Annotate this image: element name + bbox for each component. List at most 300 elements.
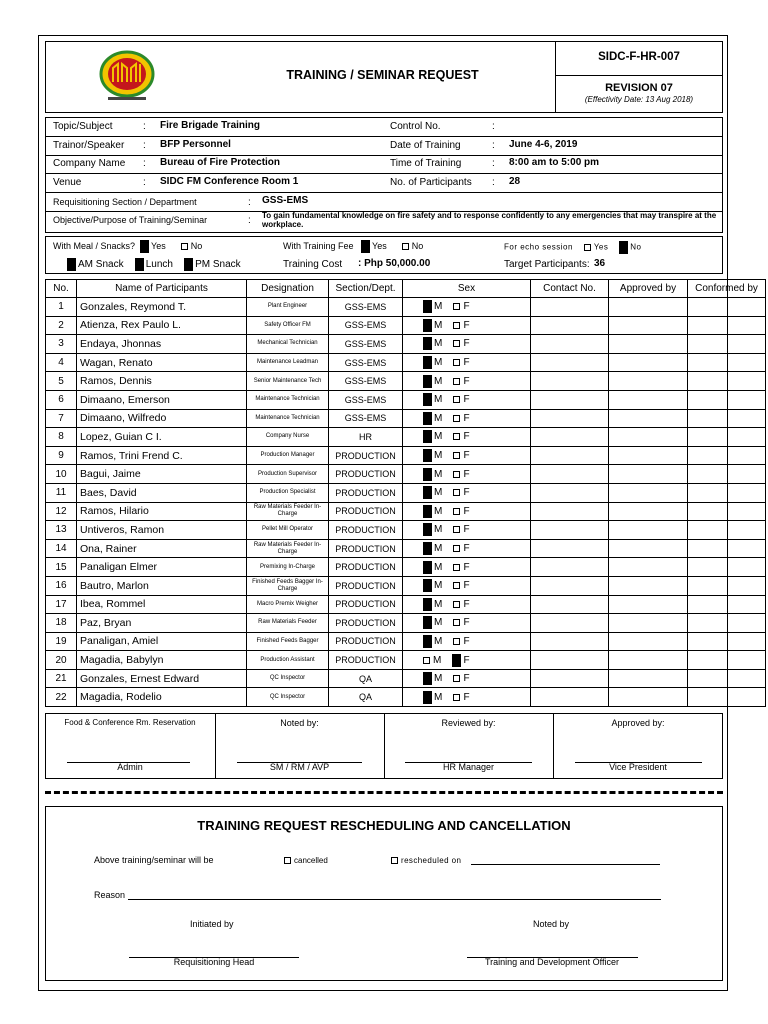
row-number: 19 [46, 632, 77, 651]
meal-yes-checkbox[interactable] [140, 240, 149, 253]
table-row [46, 483, 766, 502]
sex-m-checkbox[interactable] [423, 691, 432, 704]
approved-cell[interactable] [609, 539, 688, 558]
participant-sex: M F [403, 558, 531, 577]
contact-cell[interactable] [531, 576, 609, 595]
table-row [46, 428, 766, 447]
row-number: 4 [46, 353, 77, 372]
participant-designation: Production Supervisor [247, 465, 329, 484]
participant-name: Lopez, Guian C I. [77, 428, 247, 447]
meal-no-checkbox[interactable] [181, 243, 188, 250]
approved-cell[interactable] [609, 614, 688, 633]
participant-sex: M F [403, 409, 531, 428]
sex-f-checkbox[interactable] [453, 489, 460, 496]
participant-sex: M F [403, 502, 531, 521]
conformed-cell[interactable] [688, 651, 766, 670]
contact-cell[interactable] [531, 335, 609, 354]
contact-cell[interactable] [531, 298, 609, 317]
conformed-cell[interactable] [688, 502, 766, 521]
participant-name: Ona, Rainer [77, 539, 247, 558]
snack-options: AM Snack Lunch PM Snack [67, 258, 241, 271]
participants-table [45, 279, 766, 707]
participant-name: Wagan, Renato [77, 353, 247, 372]
sex-m-checkbox[interactable] [423, 337, 432, 350]
contact-cell[interactable] [531, 353, 609, 372]
participant-section: GSS-EMS [329, 390, 403, 409]
participant-designation: Finished Feeds Bagger In-Charge [247, 576, 329, 595]
sex-f-checkbox[interactable] [453, 340, 460, 347]
participant-designation: Company Nurse [247, 428, 329, 447]
approved-cell[interactable] [609, 428, 688, 447]
sex-m-checkbox[interactable] [423, 561, 432, 574]
participant-section: PRODUCTION [329, 632, 403, 651]
table-header [46, 280, 766, 298]
sex-m-checkbox[interactable] [423, 375, 432, 388]
row-number: 22 [46, 688, 77, 707]
participant-section: PRODUCTION [329, 651, 403, 670]
participant-name: Panaligan Elmer [77, 558, 247, 577]
participant-sex: M F [403, 372, 531, 391]
conformed-cell[interactable] [688, 558, 766, 577]
participant-designation: Finished Feeds Bagger [247, 632, 329, 651]
above-label: Above training/seminar will be [94, 855, 214, 865]
conformed-cell[interactable] [688, 335, 766, 354]
table-row [46, 465, 766, 484]
row-number: 3 [46, 335, 77, 354]
participant-name: Panaligan, Amiel [77, 632, 247, 651]
header-contact: Contact No. [531, 280, 609, 298]
participant-name: Dimaano, Wilfredo [77, 409, 247, 428]
participant-section: GSS-EMS [329, 353, 403, 372]
contact-cell[interactable] [531, 521, 609, 540]
venue-value: SIDC FM Conference Room 1 [160, 176, 299, 187]
participant-sex: M F [403, 521, 531, 540]
sex-m-checkbox[interactable] [423, 430, 432, 443]
participant-section: GSS-EMS [329, 372, 403, 391]
conformed-cell[interactable] [688, 372, 766, 391]
approved-cell[interactable] [609, 595, 688, 614]
reviewed-by-label: Reviewed by: [441, 718, 496, 728]
participant-designation: Production Assistant [247, 651, 329, 670]
participant-section: QA [329, 669, 403, 688]
participant-designation: Maintenance Technician [247, 409, 329, 428]
approved-cell[interactable] [609, 688, 688, 707]
contact-cell[interactable] [531, 446, 609, 465]
approved-cell[interactable] [609, 502, 688, 521]
contact-cell[interactable] [531, 502, 609, 521]
approved-cell[interactable] [609, 372, 688, 391]
approved-cell[interactable] [609, 651, 688, 670]
contact-cell[interactable] [531, 465, 609, 484]
participant-designation: Maintenance Technician [247, 390, 329, 409]
approved-cell[interactable] [609, 316, 688, 335]
sex-m-checkbox[interactable] [423, 657, 430, 664]
participant-name: Ramos, Hilario [77, 502, 247, 521]
rescheduled-checkbox[interactable] [391, 857, 398, 864]
row-number: 17 [46, 595, 77, 614]
contact-cell[interactable] [531, 409, 609, 428]
cost-value: : Php 50,000.00 [358, 258, 431, 269]
header-name: Name of Participants [77, 280, 247, 298]
contact-cell[interactable] [531, 390, 609, 409]
approved-cell[interactable] [609, 576, 688, 595]
sex-m-checkbox[interactable] [423, 505, 432, 518]
participant-sex: M F [403, 446, 531, 465]
approved-cell[interactable] [609, 298, 688, 317]
sex-f-checkbox[interactable] [453, 322, 460, 329]
table-row [46, 502, 766, 521]
participant-section: PRODUCTION [329, 539, 403, 558]
conformed-cell[interactable] [688, 465, 766, 484]
participant-name: Magadia, Rodelio [77, 688, 247, 707]
rescheduled-option: rescheduled on [391, 856, 461, 865]
participant-designation: QC Inspector [247, 688, 329, 707]
row-number: 6 [46, 390, 77, 409]
sex-f-checkbox[interactable] [453, 452, 460, 459]
conformed-cell[interactable] [688, 614, 766, 633]
approved-cell[interactable] [609, 465, 688, 484]
approved-cell[interactable] [609, 558, 688, 577]
cancelled-checkbox[interactable] [284, 857, 291, 864]
participant-name: Atienza, Rex Paulo L. [77, 316, 247, 335]
participant-sex: M F [403, 335, 531, 354]
approved-cell[interactable] [609, 390, 688, 409]
requisitioning-head-signatory: Requisitioning Head [173, 957, 255, 967]
participant-sex: M F [403, 465, 531, 484]
food-reservation-label: Food & Conference Rm. Reservation [64, 718, 196, 727]
participant-sex: M F [403, 316, 531, 335]
participant-designation: Raw Materials Feeder In-Charge [247, 539, 329, 558]
sex-m-checkbox[interactable] [423, 300, 432, 313]
sex-m-checkbox[interactable] [423, 393, 432, 406]
target-label: Target Participants: [504, 259, 590, 270]
participant-sex: M F [403, 390, 531, 409]
participant-sex: M F [403, 483, 531, 502]
objective-label: Objective/Purpose of Training/Seminar [53, 215, 208, 225]
approved-cell[interactable] [609, 353, 688, 372]
table-row [46, 409, 766, 428]
row-number: 16 [46, 576, 77, 595]
sex-m-checkbox[interactable] [423, 579, 432, 592]
participant-section: PRODUCTION [329, 595, 403, 614]
training-officer-signatory: Training and Development Officer [484, 957, 620, 967]
revision: REVISION 07 [605, 82, 673, 94]
participant-name: Bagui, Jaime [77, 465, 247, 484]
participant-section: GSS-EMS [329, 335, 403, 354]
sex-f-checkbox[interactable] [453, 526, 460, 533]
participant-designation: Raw Materials Feeder [247, 614, 329, 633]
participant-designation: Maintenance Leadman [247, 353, 329, 372]
conformed-cell[interactable] [688, 632, 766, 651]
participant-sex: M F [403, 576, 531, 595]
participants-label: No. of Participants [390, 177, 472, 188]
conformed-cell[interactable] [688, 353, 766, 372]
participant-section: PRODUCTION [329, 483, 403, 502]
participant-section: PRODUCTION [329, 576, 403, 595]
participant-designation: Safety Officer FM [247, 316, 329, 335]
sex-f-checkbox[interactable] [452, 654, 461, 667]
approved-cell[interactable] [609, 521, 688, 540]
topic-value: Fire Brigade Training [160, 120, 261, 131]
conformed-cell[interactable] [688, 521, 766, 540]
contact-cell[interactable] [531, 632, 609, 651]
table-row [46, 372, 766, 391]
sex-m-checkbox[interactable] [423, 319, 432, 332]
row-number: 10 [46, 465, 77, 484]
table-row [46, 446, 766, 465]
row-number: 13 [46, 521, 77, 540]
fee-yes-checkbox[interactable] [361, 240, 370, 253]
table-row [46, 316, 766, 335]
sex-f-checkbox[interactable] [453, 694, 460, 701]
sex-m-checkbox[interactable] [423, 542, 432, 555]
participant-sex: M F [403, 539, 531, 558]
table-row [46, 688, 766, 707]
participant-section: PRODUCTION [329, 502, 403, 521]
conformed-cell[interactable] [688, 390, 766, 409]
cancelled-option: cancelled [284, 856, 328, 865]
table-row [46, 669, 766, 688]
conformed-cell[interactable] [688, 539, 766, 558]
conformed-cell[interactable] [688, 316, 766, 335]
row-number: 18 [46, 614, 77, 633]
header-approved: Approved by [609, 280, 688, 298]
contact-cell[interactable] [531, 483, 609, 502]
row-number: 14 [46, 539, 77, 558]
sm-rm-avp-signatory: SM / RM / AVP [269, 762, 330, 772]
pm-snack-checkbox[interactable] [184, 258, 193, 271]
conformed-cell[interactable] [688, 688, 766, 707]
contact-cell[interactable] [531, 539, 609, 558]
participants-value: 28 [509, 176, 521, 187]
sex-f-checkbox[interactable] [453, 508, 460, 515]
contact-cell[interactable] [531, 372, 609, 391]
participant-sex: M F [403, 632, 531, 651]
contact-cell[interactable] [531, 428, 609, 447]
reason-label: Reason [94, 890, 126, 900]
participant-sex: M F [403, 669, 531, 688]
conformed-cell[interactable] [688, 669, 766, 688]
participant-designation: Plant Engineer [247, 298, 329, 317]
lunch-checkbox[interactable] [135, 258, 144, 271]
table-row [46, 651, 766, 670]
initiated-by-label: Initiated by [190, 919, 234, 929]
approved-cell[interactable] [609, 669, 688, 688]
contact-cell[interactable] [531, 316, 609, 335]
sex-m-checkbox[interactable] [423, 616, 432, 629]
sex-f-checkbox[interactable] [453, 433, 460, 440]
date-label: Date of Training [390, 140, 461, 151]
participant-designation: Senior Maintenance Tech [247, 372, 329, 391]
participant-section: GSS-EMS [329, 316, 403, 335]
time-label: Time of Training [390, 158, 462, 169]
table-row [46, 558, 766, 577]
requisitioning-value: GSS-EMS [262, 195, 309, 206]
participant-designation: QC Inspector [247, 669, 329, 688]
participant-name: Ibea, Rommel [77, 595, 247, 614]
conformed-cell[interactable] [688, 595, 766, 614]
header-sex: Sex [403, 280, 531, 298]
date-value: June 4-6, 2019 [509, 139, 578, 150]
participant-name: Untiveros, Ramon [77, 521, 247, 540]
participant-name: Gonzales, Ernest Edward [77, 669, 247, 688]
sex-f-checkbox[interactable] [453, 582, 460, 589]
table-row [46, 298, 766, 317]
participant-designation: Production Specialist [247, 483, 329, 502]
conformed-cell[interactable] [688, 576, 766, 595]
participant-name: Paz, Bryan [77, 614, 247, 633]
participant-section: QA [329, 688, 403, 707]
participant-designation: Pellet Mill Operator [247, 521, 329, 540]
sex-f-checkbox[interactable] [453, 359, 460, 366]
header-no: No. [46, 280, 77, 298]
sex-m-checkbox[interactable] [423, 356, 432, 369]
approved-cell[interactable] [609, 409, 688, 428]
topic-label: Topic/Subject [53, 121, 113, 132]
participant-designation: Macro Premix Weigher [247, 595, 329, 614]
trainor-value: BFP Personnel [160, 139, 231, 150]
echo-yes-checkbox[interactable] [584, 244, 591, 251]
participant-name: Bautro, Marlon [77, 576, 247, 595]
sex-f-checkbox[interactable] [453, 564, 460, 571]
participant-name: Magadia, Babylyn [77, 651, 247, 670]
approved-cell[interactable] [609, 483, 688, 502]
sex-f-checkbox[interactable] [453, 471, 460, 478]
sex-m-checkbox[interactable] [423, 635, 432, 648]
sex-m-checkbox[interactable] [423, 468, 432, 481]
contact-cell[interactable] [531, 558, 609, 577]
contact-cell[interactable] [531, 688, 609, 707]
sex-m-checkbox[interactable] [423, 486, 432, 499]
row-number: 12 [46, 502, 77, 521]
row-number: 21 [46, 669, 77, 688]
participant-sex: M F [403, 298, 531, 317]
meal-question: With Meal / Snacks? Yes No [53, 240, 202, 253]
company-value: Bureau of Fire Protection [160, 157, 281, 168]
participant-designation: Premixing In-Charge [247, 558, 329, 577]
form-code: SIDC-F-HR-007 [598, 51, 680, 63]
sex-m-checkbox[interactable] [423, 523, 432, 536]
approved-cell[interactable] [609, 632, 688, 651]
sex-f-checkbox[interactable] [453, 601, 460, 608]
table-row [46, 595, 766, 614]
contact-cell[interactable] [531, 614, 609, 633]
contact-cell[interactable] [531, 651, 609, 670]
table-row [46, 335, 766, 354]
sex-m-checkbox[interactable] [423, 672, 432, 685]
sex-f-checkbox[interactable] [453, 415, 460, 422]
conformed-cell[interactable] [688, 298, 766, 317]
row-number: 7 [46, 409, 77, 428]
table-row [46, 614, 766, 633]
participant-section: PRODUCTION [329, 614, 403, 633]
sex-f-checkbox[interactable] [453, 638, 460, 645]
table-row [46, 539, 766, 558]
reason-line [128, 899, 661, 900]
requisitioning-label: Requisitioning Section / Department [53, 197, 197, 207]
sex-f-checkbox[interactable] [453, 396, 460, 403]
table-row [46, 632, 766, 651]
am-snack-checkbox[interactable] [67, 258, 76, 271]
participant-name: Baes, David [77, 483, 247, 502]
table-row [46, 521, 766, 540]
approved-cell[interactable] [609, 335, 688, 354]
sex-f-checkbox[interactable] [453, 619, 460, 626]
participant-sex: M F [403, 651, 531, 670]
admin-signatory: Admin [117, 762, 143, 772]
sex-m-checkbox[interactable] [423, 598, 432, 611]
participant-section: PRODUCTION [329, 558, 403, 577]
sex-f-checkbox[interactable] [453, 675, 460, 682]
header-designation: Designation [247, 280, 329, 298]
table-row [46, 353, 766, 372]
approved-cell[interactable] [609, 446, 688, 465]
participant-section: GSS-EMS [329, 298, 403, 317]
conformed-cell[interactable] [688, 409, 766, 428]
fee-no-checkbox[interactable] [402, 243, 409, 250]
row-number: 5 [46, 372, 77, 391]
sex-f-checkbox[interactable] [453, 303, 460, 310]
conformed-cell[interactable] [688, 428, 766, 447]
cut-line [45, 791, 723, 794]
venue-label: Venue [53, 177, 82, 188]
row-number: 1 [46, 298, 77, 317]
participant-sex: M F [403, 688, 531, 707]
echo-no-checkbox[interactable] [619, 241, 628, 254]
contact-cell[interactable] [531, 669, 609, 688]
sex-m-checkbox[interactable] [423, 449, 432, 462]
vice-president-signatory: Vice President [609, 762, 667, 772]
participant-sex: M F [403, 595, 531, 614]
fee-question: With Training Fee Yes No [283, 240, 423, 253]
approved-by-label: Approved by: [611, 718, 665, 728]
noted-by-resched-label: Noted by [533, 919, 570, 929]
rescheduling-title: TRAINING REQUEST RESCHEDULING AND CANCELLATION [197, 818, 571, 833]
contact-cell[interactable] [531, 595, 609, 614]
sex-f-checkbox[interactable] [453, 545, 460, 552]
echo-question: For echo session Yes No [504, 241, 642, 254]
participant-designation: Production Manager [247, 446, 329, 465]
row-number: 20 [46, 651, 77, 670]
target-value: 36 [594, 258, 606, 269]
noted-by-label: Noted by: [280, 718, 319, 728]
form-title: TRAINING / SEMINAR REQUEST [286, 68, 479, 82]
sex-m-checkbox[interactable] [423, 412, 432, 425]
row-number: 11 [46, 483, 77, 502]
cost-label: Training Cost [283, 259, 343, 270]
time-value: 8:00 am to 5:00 pm [509, 157, 600, 168]
effectivity-date: (Effectivity Date: 13 Aug 2018) [584, 95, 694, 104]
trainor-label: Trainor/Speaker [53, 140, 125, 151]
participant-section: HR [329, 428, 403, 447]
table-row [46, 390, 766, 409]
participant-section: PRODUCTION [329, 521, 403, 540]
participant-name: Gonzales, Reymond T. [77, 298, 247, 317]
participant-designation: Mechanical Technician [247, 335, 329, 354]
participant-section: PRODUCTION [329, 465, 403, 484]
row-number: 8 [46, 428, 77, 447]
participant-sex: M F [403, 428, 531, 447]
conformed-cell[interactable] [688, 483, 766, 502]
participant-name: Dimaano, Emerson [77, 390, 247, 409]
conformed-cell[interactable] [688, 446, 766, 465]
participant-name: Ramos, Trini Frend C. [77, 446, 247, 465]
table-row [46, 576, 766, 595]
sex-f-checkbox[interactable] [453, 378, 460, 385]
participant-section: PRODUCTION [329, 446, 403, 465]
participant-name: Endaya, Jhonnas [77, 335, 247, 354]
company-label: Company Name [53, 158, 126, 169]
